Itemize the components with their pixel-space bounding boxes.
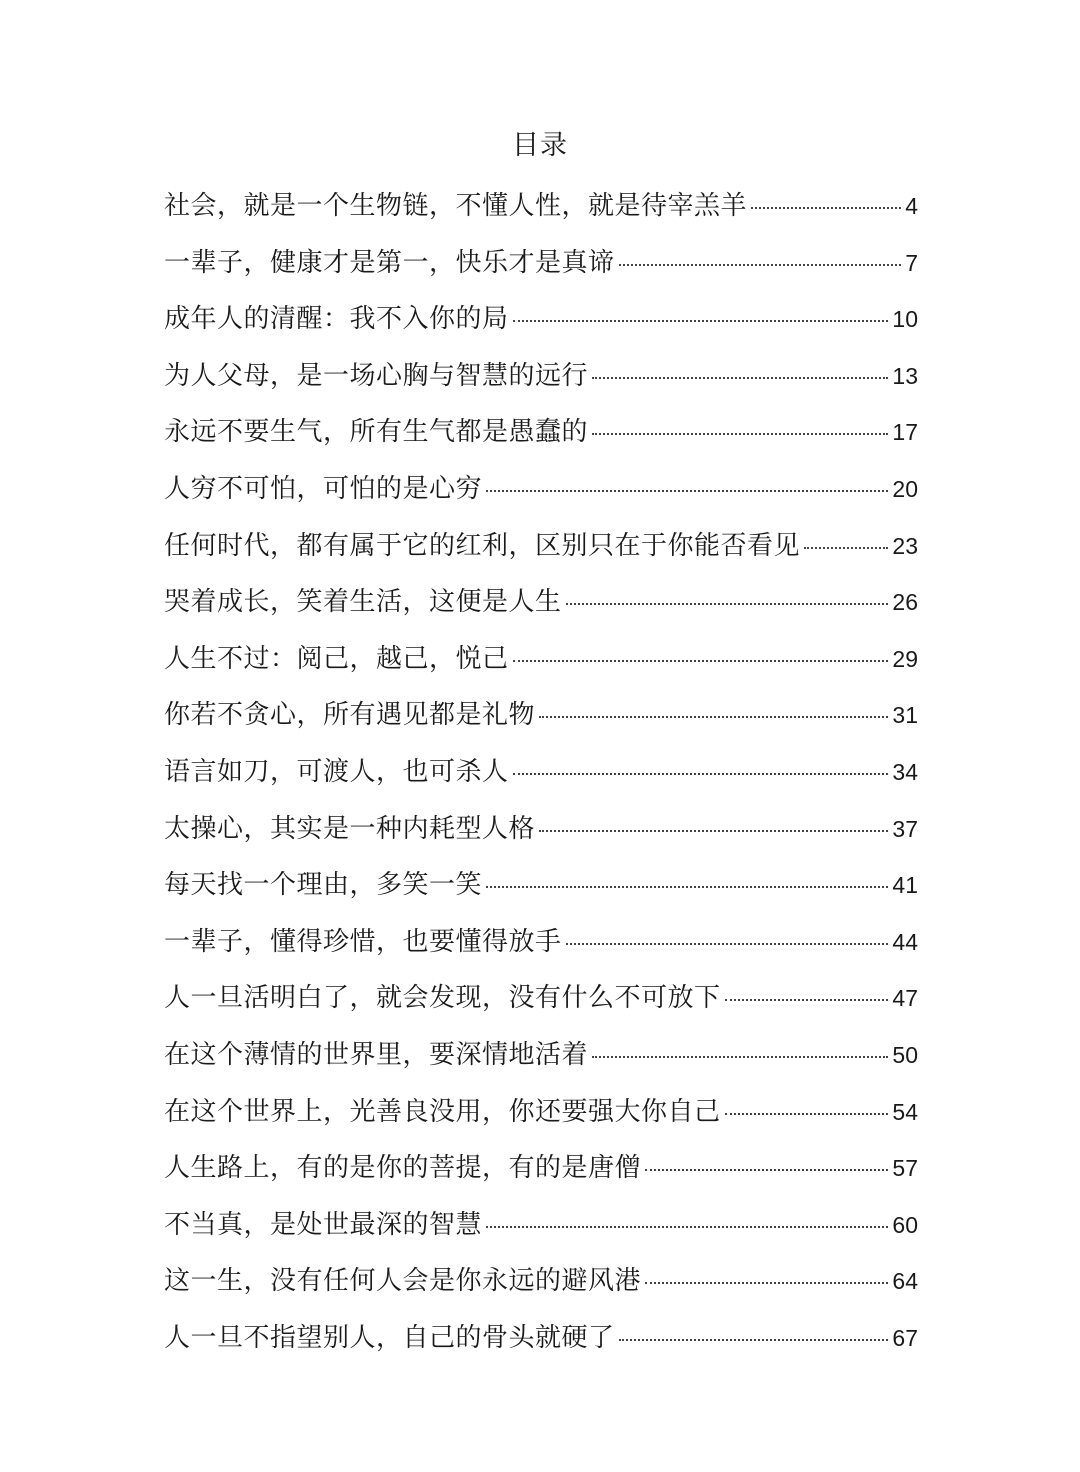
toc-entry-title: 人生不过：阅己，越己，悦己 bbox=[164, 643, 509, 674]
toc-entry-title: 成年人的清醒：我不入你的局 bbox=[164, 304, 509, 335]
dot-leader bbox=[486, 490, 888, 492]
toc-entry[interactable] bbox=[164, 184, 918, 241]
toc-entry-title: 人穷不可怕，可怕的是心穷 bbox=[164, 473, 483, 504]
dot-leader bbox=[751, 207, 901, 209]
toc-entry[interactable] bbox=[164, 467, 918, 524]
toc-entry[interactable] bbox=[164, 297, 918, 354]
toc-entry[interactable] bbox=[164, 1203, 918, 1260]
toc-entry[interactable] bbox=[164, 976, 918, 1033]
dot-leader bbox=[539, 830, 888, 832]
toc-entry[interactable] bbox=[164, 863, 918, 920]
toc-entry[interactable] bbox=[164, 410, 918, 467]
dot-leader bbox=[725, 1113, 889, 1115]
toc-entry[interactable] bbox=[164, 241, 918, 298]
dot-leader bbox=[645, 1282, 888, 1284]
dot-leader bbox=[513, 320, 889, 322]
toc-entry-title: 在这个薄情的世界里，要深情地活着 bbox=[164, 1039, 589, 1070]
toc-entry[interactable] bbox=[164, 524, 918, 581]
toc-entry-title: 人一旦不指望别人，自己的骨头就硬了 bbox=[164, 1322, 615, 1353]
toc-entry-title: 任何时代，都有属于它的红利，区别只在于你能否看见 bbox=[164, 530, 801, 561]
toc-title: 目录 bbox=[512, 130, 568, 161]
toc-page-number: 64 bbox=[892, 1268, 918, 1295]
toc-page-number: 47 bbox=[892, 985, 918, 1012]
toc-page-number: 17 bbox=[892, 419, 918, 446]
dot-leader bbox=[592, 377, 888, 379]
toc-entry[interactable] bbox=[164, 693, 918, 750]
toc-entry-title: 社会，就是一个生物链，不懂人性，就是待宰羔羊 bbox=[164, 191, 748, 221]
dot-leader bbox=[513, 773, 889, 775]
dot-leader bbox=[592, 1056, 888, 1058]
dot-leader bbox=[513, 660, 889, 662]
dot-leader bbox=[566, 943, 889, 945]
toc-page-number: 44 bbox=[892, 928, 918, 955]
toc-entry-title: 不当真，是处世最深的智慧 bbox=[164, 1209, 483, 1240]
toc-entry[interactable] bbox=[164, 637, 918, 694]
toc-entry[interactable] bbox=[164, 807, 918, 864]
toc-entry-title: 你若不贪心，所有遇见都是礼物 bbox=[164, 700, 536, 731]
toc-page-number: 26 bbox=[892, 589, 918, 616]
toc-entry[interactable] bbox=[164, 1090, 918, 1147]
toc-page-number: 54 bbox=[892, 1098, 918, 1125]
dot-leader bbox=[486, 1226, 888, 1228]
toc-page-number: 37 bbox=[892, 815, 918, 842]
toc-page-number: 41 bbox=[892, 872, 918, 899]
toc-entry[interactable] bbox=[164, 1146, 918, 1203]
toc-entry[interactable] bbox=[164, 354, 918, 411]
dot-leader bbox=[645, 1169, 888, 1171]
toc-entry[interactable] bbox=[164, 1316, 918, 1373]
toc-entry[interactable] bbox=[164, 1033, 918, 1090]
toc-page-number: 13 bbox=[892, 362, 918, 389]
dot-leader bbox=[592, 433, 888, 435]
dot-leader bbox=[804, 547, 888, 549]
toc-entry-title: 太操心，其实是一种内耗型人格 bbox=[164, 813, 536, 844]
dot-leader bbox=[486, 886, 888, 888]
toc-page-number: 67 bbox=[892, 1324, 918, 1351]
toc-page-number: 23 bbox=[892, 532, 918, 559]
toc-entry[interactable] bbox=[164, 1259, 918, 1316]
toc-entry-title: 为人父母，是一场心胸与智慧的远行 bbox=[164, 360, 589, 391]
toc-entry-title: 每天找一个理由，多笑一笑 bbox=[164, 870, 483, 901]
toc-entry-title: 人生路上，有的是你的菩提，有的是唐僧 bbox=[164, 1153, 642, 1184]
dot-leader bbox=[566, 603, 889, 605]
toc-entry-title: 在这个世界上，光善良没用，你还要强大你自己 bbox=[164, 1096, 721, 1127]
toc-page-number: 4 bbox=[905, 193, 918, 219]
dot-leader bbox=[725, 999, 889, 1001]
toc-entry-title: 语言如刀，可渡人，也可杀人 bbox=[164, 756, 509, 787]
toc-page-number: 20 bbox=[892, 475, 918, 502]
toc-page-number: 34 bbox=[892, 758, 918, 785]
toc-entry[interactable] bbox=[164, 750, 918, 807]
dot-leader bbox=[619, 264, 902, 266]
toc-entry-title: 这一生，没有任何人会是你永远的避风港 bbox=[164, 1266, 642, 1297]
dot-leader bbox=[619, 1339, 889, 1341]
toc-page-number: 60 bbox=[892, 1211, 918, 1238]
toc-entry-title: 永远不要生气，所有生气都是愚蠢的 bbox=[164, 417, 589, 448]
toc-entry[interactable] bbox=[164, 920, 918, 977]
toc-entry-title: 一辈子，懂得珍惜，也要懂得放手 bbox=[164, 926, 562, 957]
toc-entry[interactable] bbox=[164, 580, 918, 637]
toc-entry-title: 一辈子，健康才是第一，快乐才是真谛 bbox=[164, 247, 615, 278]
toc-list bbox=[164, 184, 918, 1372]
toc-page-number: 31 bbox=[892, 702, 918, 729]
dot-leader bbox=[539, 716, 888, 718]
toc-entry-title: 哭着成长，笑着生活，这便是人生 bbox=[164, 587, 562, 618]
toc-page-number: 29 bbox=[892, 645, 918, 672]
toc-page-number: 57 bbox=[892, 1155, 918, 1182]
toc-entry-title: 人一旦活明白了，就会发现，没有什么不可放下 bbox=[164, 983, 721, 1014]
toc-page-number: 7 bbox=[905, 249, 918, 276]
toc-page-number: 10 bbox=[892, 306, 918, 333]
toc-page-number: 50 bbox=[892, 1041, 918, 1068]
